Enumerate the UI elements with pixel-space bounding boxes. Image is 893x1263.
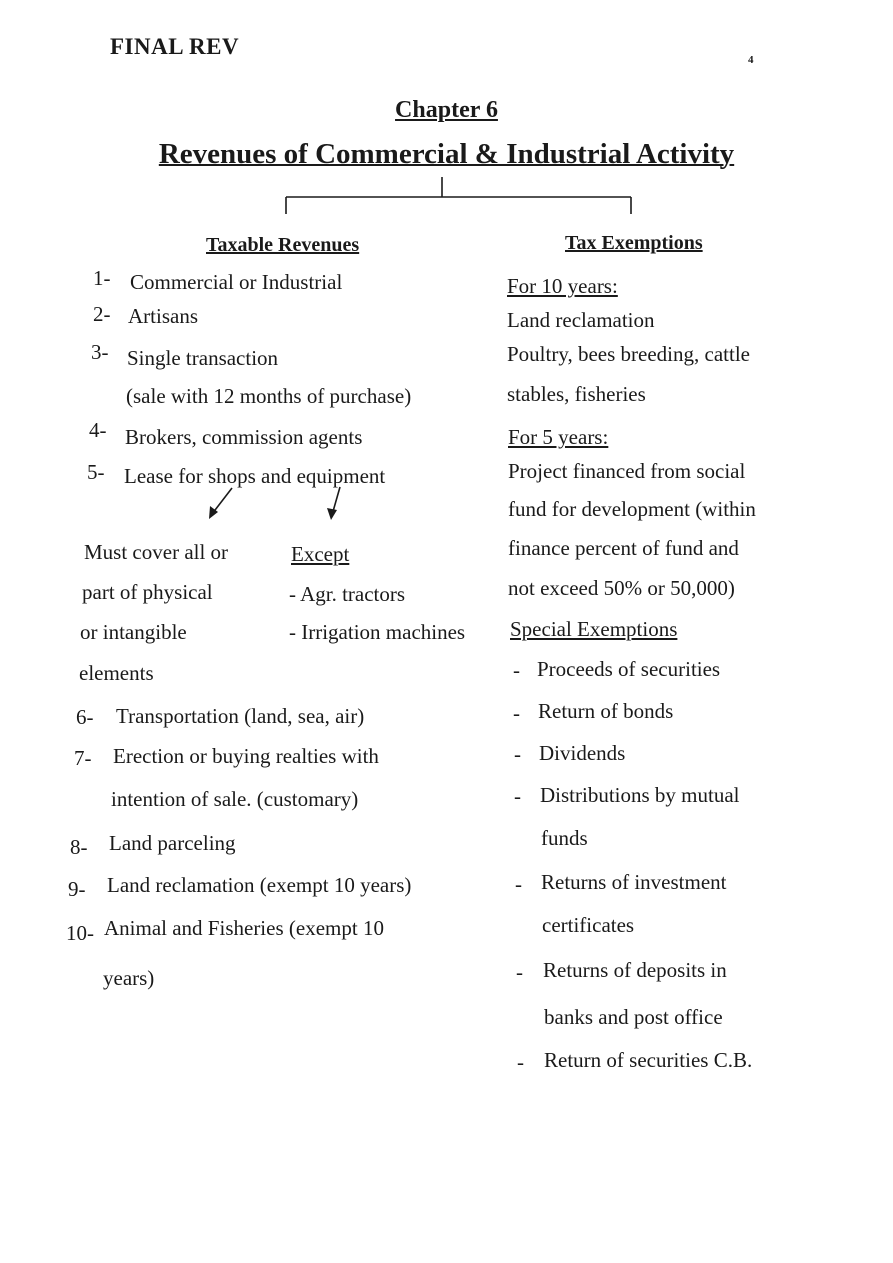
must-cover-line: elements [79,661,154,685]
bullet-dash: - [517,1050,524,1074]
must-cover-line: Must cover all or [84,540,229,564]
exemption-line: not exceed 50% or 50,000) [508,576,735,600]
special-exemption-item: banks and post office [544,1005,723,1029]
bullet-dash: - [513,658,520,682]
special-exemption-item: certificates [542,913,635,937]
running-header: FINAL REV [110,34,240,59]
exemption-line: Poultry, bees breeding, cattle [507,342,750,366]
item-number: 8- [70,835,88,859]
special-exemption-item: Distributions by mutual [540,783,740,807]
taxable-revenues-heading: Taxable Revenues [206,234,360,256]
bullet-dash: - [514,742,521,766]
list-item: Artisans [128,304,198,328]
list-item: Animal and Fisheries (exempt 10 [104,916,384,940]
special-exemption-item: funds [541,826,588,850]
list-item: Transportation (land, sea, air) [116,704,365,728]
arrowhead-except [327,508,337,520]
except-heading: Except [291,542,350,566]
special-exemption-item: Returns of investment [541,870,727,894]
chapter-heading: Chapter 6 [395,97,498,123]
list-item: Erection or buying realties with [113,744,379,768]
for-10-years-heading: For 10 years: [507,274,618,298]
must-cover-line: part of physical [82,580,213,604]
page-title: Revenues of Commercial & Industrial Activity [158,138,735,170]
item-number: 7- [74,746,92,770]
exemption-line: Project financed from social [508,459,746,483]
item-number: 9- [68,877,86,901]
item-number: 5- [87,460,105,484]
list-item: (sale with 12 months of purchase) [126,384,412,408]
list-item: Single transaction [127,346,279,370]
list-item: Commercial or Industrial [130,270,343,294]
special-exemption-item: Returns of deposits in [543,958,727,982]
item-number: 3- [91,340,109,364]
list-item: Lease for shops and equipment [124,464,386,488]
special-exemption-item: Return of bonds [538,699,674,723]
item-number: 10- [66,921,94,945]
item-number: 2- [93,302,111,326]
exemption-line: finance percent of fund and [508,536,739,560]
exemption-line: stables, fisheries [507,382,646,406]
item-number: 4- [89,418,107,442]
list-item: Land parceling [109,831,236,855]
special-exemption-item: Return of securities C.B. [544,1048,753,1072]
special-exemption-item: Proceeds of securities [537,657,721,681]
bullet-dash: - [516,960,523,984]
bullet-dash: - [514,784,521,808]
bullet-dash: - [515,872,522,896]
list-item: intention of sale. (customary) [111,787,359,811]
must-cover-line: or intangible [80,620,187,644]
item-number: 1- [93,266,111,290]
special-exemption-item: Dividends [539,741,626,765]
exemption-line: Land reclamation [507,308,655,332]
list-item: Land reclamation (exempt 10 years) [107,873,412,897]
for-5-years-heading: For 5 years: [508,425,609,449]
bullet-dash: - [513,701,520,725]
tax-exemptions-heading: Tax Exemptions [565,232,703,254]
except-item: - Irrigation machines [289,620,466,644]
except-item: - Agr. tractors [289,582,406,606]
item-number: 6- [76,705,94,729]
list-item: years) [103,966,155,990]
exemption-line: fund for development (within [508,497,756,521]
page-number: 4 [748,54,754,66]
list-item: Brokers, commission agents [125,425,363,449]
special-exemptions-heading: Special Exemptions [510,617,678,641]
